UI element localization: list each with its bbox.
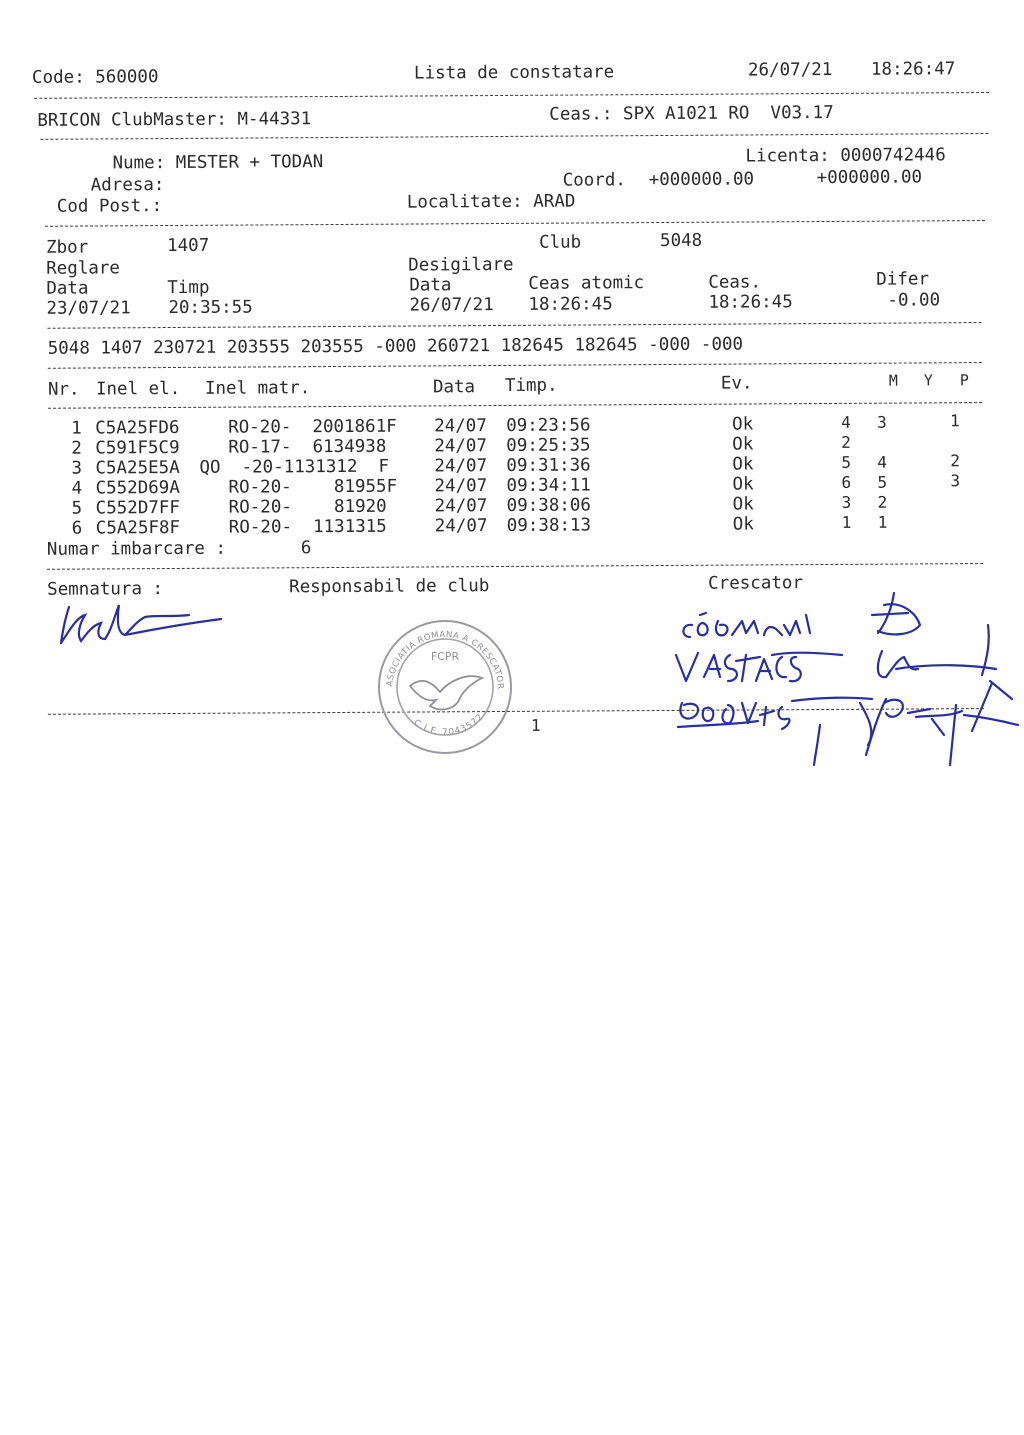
separator <box>34 92 989 99</box>
row-ev: Ok <box>732 434 754 455</box>
embarkation-label: Numar imbarcare : <box>46 538 227 560</box>
row-p: 2 <box>950 451 961 471</box>
row-nr: 4 <box>71 478 83 499</box>
header-time: 18:26:47 <box>870 59 956 80</box>
page-number: 1 <box>530 715 541 735</box>
row-inel-matr: RO-17- 6134938 <box>228 436 387 458</box>
difference-value: -0.00 <box>887 290 941 311</box>
row-p: 3 <box>950 471 961 491</box>
row-inel-el: C5A25FD6 <box>95 417 180 439</box>
row-m: 4 <box>877 452 888 472</box>
separator <box>48 402 982 409</box>
row-data: 24/07 <box>434 516 488 537</box>
row-p: 1 <box>950 411 960 431</box>
reglare-date: 23/07/21 <box>46 298 131 319</box>
row-ev: Ok <box>732 494 754 515</box>
club-responsible-label: Responsabil de club <box>289 576 490 598</box>
code-line: 5048 1407 230721 203555 203555 -000 260721 182645 182645 -000 -000 <box>47 334 744 359</box>
row-m: 3 <box>877 412 887 432</box>
flight-number: 1407 <box>166 235 210 257</box>
postal-code-label: Cod Post.: <box>56 196 163 217</box>
row-nr: 5 <box>71 498 83 519</box>
col-header-m: M <box>888 371 898 390</box>
row-inel-el: C591F5C9 <box>95 437 180 459</box>
row-count: 3 <box>841 492 852 512</box>
row-data: 24/07 <box>434 456 488 477</box>
row-ev: Ok <box>732 514 754 535</box>
handwritten-signature-icon <box>55 595 235 655</box>
row-inel-matr: RO-20- 1131315 <box>228 516 387 538</box>
row-ev: Ok <box>732 474 754 495</box>
embarkation-count: 6 <box>300 538 312 559</box>
row-nr: 3 <box>71 458 83 479</box>
breeder-label: Crescator <box>708 573 804 594</box>
code-label: Code: 560000 <box>31 67 159 88</box>
handwritten-signatures-icon <box>672 585 1022 775</box>
row-timp: 09:38:06 <box>506 495 592 516</box>
address-label: Adresa: <box>90 175 165 196</box>
separator <box>48 322 982 329</box>
reglare-timp-label: Timp <box>167 277 210 299</box>
club-number: 5048 <box>659 230 703 252</box>
clock-id: Ceas.: SPX A1021 RO V03.17 <box>549 102 834 125</box>
col-header-inel-el: Inel el. <box>95 378 181 400</box>
col-header-timp: Timp. <box>504 375 558 396</box>
coord-y: +000000.00 <box>816 167 923 189</box>
reglare-label: Reglare <box>46 258 121 279</box>
header-date: 26/07/21 <box>747 59 833 81</box>
col-header-inel-matr: Inel matr. <box>204 378 311 399</box>
row-data: 24/07 <box>434 496 488 517</box>
row-data: 24/07 <box>434 476 488 497</box>
document-title: Lista de constatare <box>413 62 615 84</box>
stamp-top-text: ASOCIATIA ROMANA A CRESCATORILOR DE PORUMBEI VOIAJORI <box>366 605 506 690</box>
atomic-clock-time: 18:26:45 <box>528 294 613 315</box>
col-header-p: P <box>959 371 969 390</box>
row-inel-matr: RO-20- 2001861F <box>228 416 397 438</box>
row-inel-matr: RO-20- 81920 <box>228 496 387 518</box>
signatures-breeder <box>672 585 1022 780</box>
col-header-ev: Ev. <box>720 373 753 394</box>
row-m: 2 <box>877 492 888 512</box>
flight-label: Zbor <box>46 237 89 258</box>
clubmaster-device: BRICON ClubMaster: M-44331 <box>37 109 312 131</box>
row-ev: Ok <box>732 454 754 475</box>
dove-icon <box>410 676 482 709</box>
row-inel-el: C552D7FF <box>95 497 181 519</box>
separator <box>40 133 988 140</box>
row-ev: Ok <box>732 414 754 435</box>
col-header-data: Data <box>432 377 476 398</box>
svg-text:C.I.F. 7043572 <box>412 712 486 738</box>
desigilare-date: 26/07/21 <box>409 295 494 316</box>
license-number: Licenta: 0000742446 <box>745 145 946 167</box>
row-nr: 2 <box>71 438 82 459</box>
difference-label: Difer <box>876 269 930 290</box>
row-count: 4 <box>841 412 851 432</box>
col-header-y: Y <box>923 371 933 390</box>
row-nr: 1 <box>71 418 82 439</box>
club-label: Club <box>538 232 582 253</box>
row-count: 6 <box>841 472 852 492</box>
reglare-data-label: Data <box>46 278 89 299</box>
separator <box>45 220 985 227</box>
row-m: 1 <box>877 512 888 532</box>
row-count: 1 <box>841 512 852 532</box>
coord-x: +000000.00 <box>648 169 755 191</box>
row-inel-matr: QO -20-1131312 F <box>199 456 390 478</box>
row-count: 5 <box>841 452 852 472</box>
row-timp: 09:38:13 <box>506 515 592 536</box>
row-data: 24/07 <box>434 416 487 437</box>
reglare-time: 20:35:55 <box>168 297 253 319</box>
stamp-center-text: FCPR <box>430 650 460 663</box>
clock-label: Ceas. <box>708 272 762 293</box>
coord-label: Coord. <box>562 170 626 191</box>
owner-name: Nume: MESTER + TODAN <box>112 152 324 174</box>
signature-left <box>55 595 235 660</box>
row-timp: 09:34:11 <box>506 475 591 496</box>
row-timp: 09:23:56 <box>506 415 591 436</box>
col-header-nr: Nr. <box>47 379 80 400</box>
row-m: 5 <box>877 472 888 492</box>
locality: Localitate: ARAD <box>406 191 576 213</box>
clock-time: 18:26:45 <box>708 292 793 313</box>
row-inel-matr: RO-20- 81955F <box>228 476 398 498</box>
stamp-seal-icon <box>366 605 520 762</box>
row-data: 24/07 <box>434 436 488 457</box>
signature-label: Semnatura : <box>47 579 164 600</box>
row-inel-el: C5A25E5A <box>95 457 180 479</box>
row-timp: 09:31:36 <box>506 455 591 476</box>
desigilare-data-label: Data <box>409 275 452 296</box>
row-count: 2 <box>841 432 851 452</box>
separator <box>47 563 983 570</box>
stamp-bottom-text: C.I.F. 7043572 <box>411 711 486 738</box>
atomic-clock-label: Ceas atomic <box>528 273 645 294</box>
separator <box>48 362 982 369</box>
club-stamp <box>366 605 520 762</box>
row-nr: 6 <box>71 518 83 539</box>
row-timp: 09:25:35 <box>506 435 591 456</box>
row-inel-el: C552D69A <box>95 477 180 499</box>
row-inel-el: C5A25F8F <box>95 517 181 539</box>
desigilare-label: Desigilare <box>408 254 514 276</box>
svg-text:ASOCIATIA ROMANA A CRESCATORIL <box>366 605 505 690</box>
